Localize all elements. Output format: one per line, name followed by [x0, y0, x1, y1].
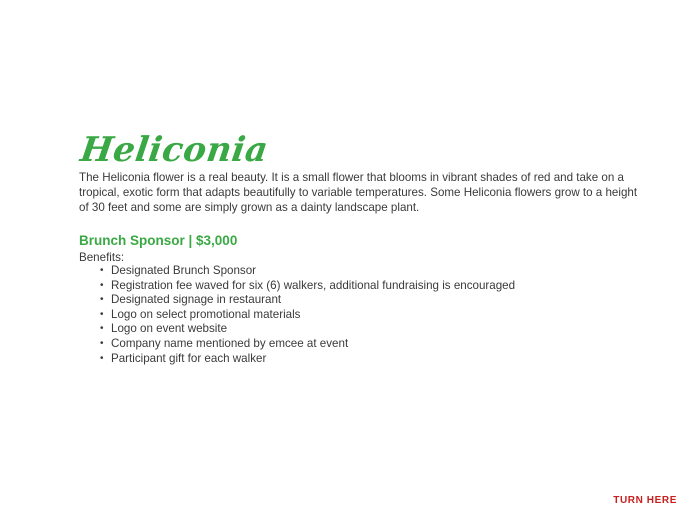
turn-here-link[interactable]: TURN HERE — [613, 495, 677, 506]
benefit-text: Designated Brunch Sponsor — [111, 264, 257, 277]
benefits-list — [100, 264, 515, 366]
benefit-item — [100, 308, 515, 323]
bullet-icon: • — [100, 323, 104, 335]
benefit-item — [100, 279, 515, 294]
benefit-text: Logo on event website — [111, 322, 228, 336]
benefit-text: Logo on select promotional materials — [111, 307, 301, 321]
page-title: Heliconia — [78, 130, 271, 170]
benefit-text: Registration fee waved for six (6) walkers, additional fundraising is encouraged — [111, 278, 516, 292]
benefit-item — [100, 322, 515, 337]
intro-paragraph: The Heliconia flower is a real beauty. It is a small flower that blooms in vibrant shades of red and take on a tropical, exotic form that adapts beautifully to variable temperatures. Some Heliconia flowers grow to a height of 30 feet and some are simply grown as a dainty landscape plant. — [79, 171, 638, 214]
bullet-icon: • — [100, 308, 104, 320]
benefit-text: Designated signage in restaurant — [111, 293, 282, 307]
bullet-icon: • — [100, 337, 104, 349]
bullet-icon: • — [100, 279, 104, 291]
benefit-item — [100, 352, 515, 367]
bullet-icon: • — [100, 294, 104, 306]
benefit-text: Participant gift for each walker — [111, 351, 267, 365]
sponsor-heading: Brunch Sponsor | $3,000 — [79, 233, 238, 248]
benefits-label: Benefits: — [79, 251, 125, 264]
benefit-item — [100, 293, 515, 308]
bullet-icon: • — [100, 352, 104, 364]
benefit-text: Company name mentioned by emcee at event — [111, 336, 349, 350]
bullet-icon: • — [100, 265, 104, 276]
benefit-item — [100, 337, 515, 352]
benefit-item — [100, 264, 515, 279]
